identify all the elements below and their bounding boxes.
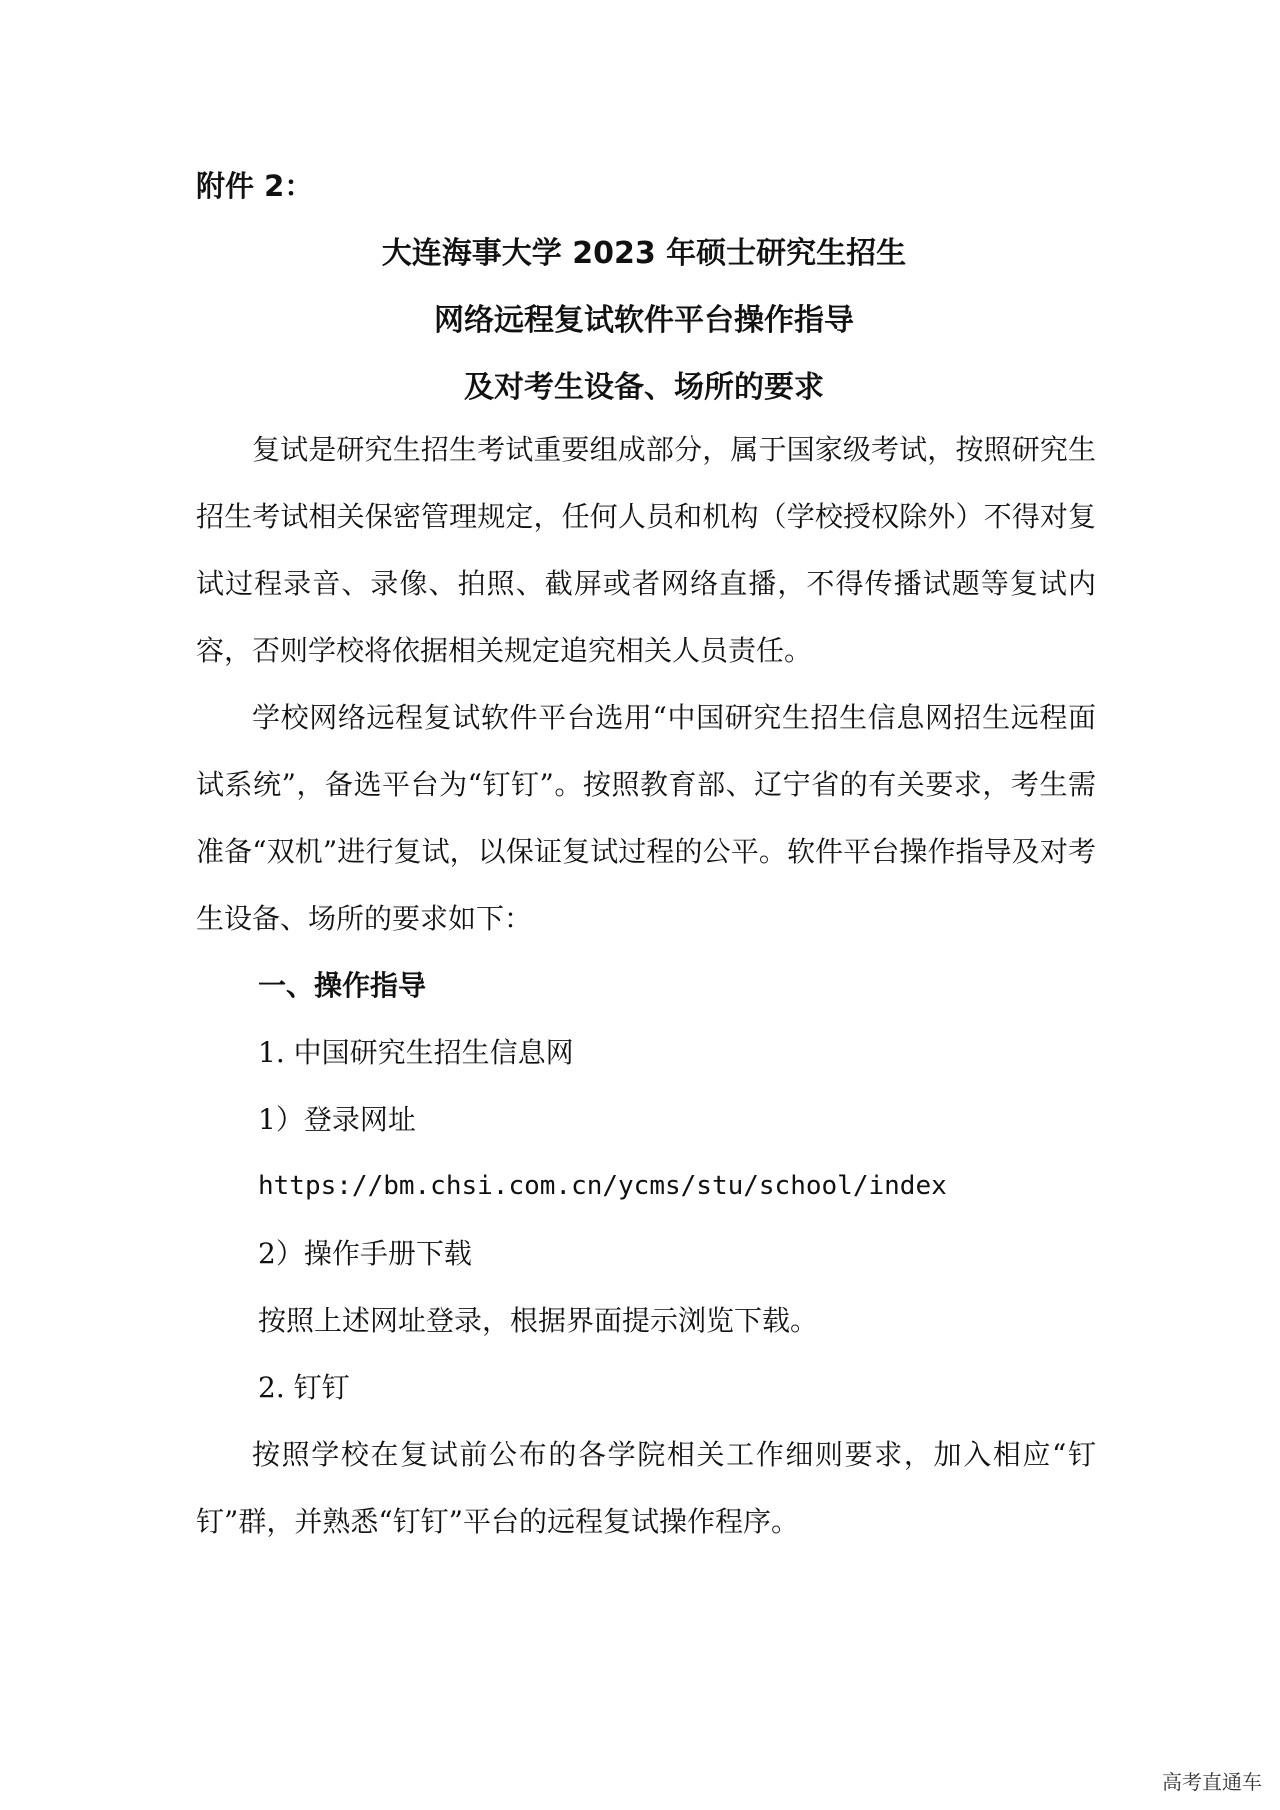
title-line-1: 大连海事大学 2023 年硕士研究生招生 — [381, 236, 907, 271]
item-1-title: 1. 中国研究生招生信息网 — [258, 1036, 574, 1069]
attachment-label: 附件 2： — [196, 169, 314, 203]
manual-label: 2）操作手册下载 — [258, 1237, 472, 1270]
manual-text: 按照上述网址登录，根据界面提示浏览下载。 — [258, 1304, 819, 1337]
section-heading: 一、操作指导 — [258, 969, 427, 1002]
item-2-title: 2. 钉钉 — [258, 1371, 350, 1404]
document-body — [196, 416, 1096, 1555]
title-line-3: 及对考生设备、场所的要求 — [464, 370, 824, 405]
document-title — [196, 220, 1092, 421]
item-2-text: 按照学校在复试前公布的各学院相关工作细则要求，加入相应“钉钉”群，并熟悉“钉钉”平台的远程复试操作程序。 — [196, 1438, 1096, 1538]
login-label: 1）登录网址 — [258, 1103, 416, 1136]
watermark: 高考直通车 — [1162, 1770, 1262, 1794]
intro-paragraph: 复试是研究生招生考试重要组成部分，属于国家级考试，按照研究生招生考试相关保密管理规定，任何人员和机构（学校授权除外）不得对复试过程录音、录像、拍照、截屏或者网络直播，不得传播试题等复试内容，否则学校将依据相关规定追究相关人员责任。 — [196, 433, 1096, 667]
platform-paragraph: 学校网络远程复试软件平台选用“中国研究生招生信息网招生远程面试系统”，备选平台为“钉钉”。按照教育部、辽宁省的有关要求，考生需准备“双机”进行复试，以保证复试过程的公平。软件平台操作指导及对考生设备、场所的要求如下： — [196, 701, 1096, 935]
login-url: https://bm.chsi.com.cn/ycms/stu/school/index — [258, 1171, 947, 1201]
title-line-2: 网络远程复试软件平台操作指导 — [434, 303, 854, 338]
